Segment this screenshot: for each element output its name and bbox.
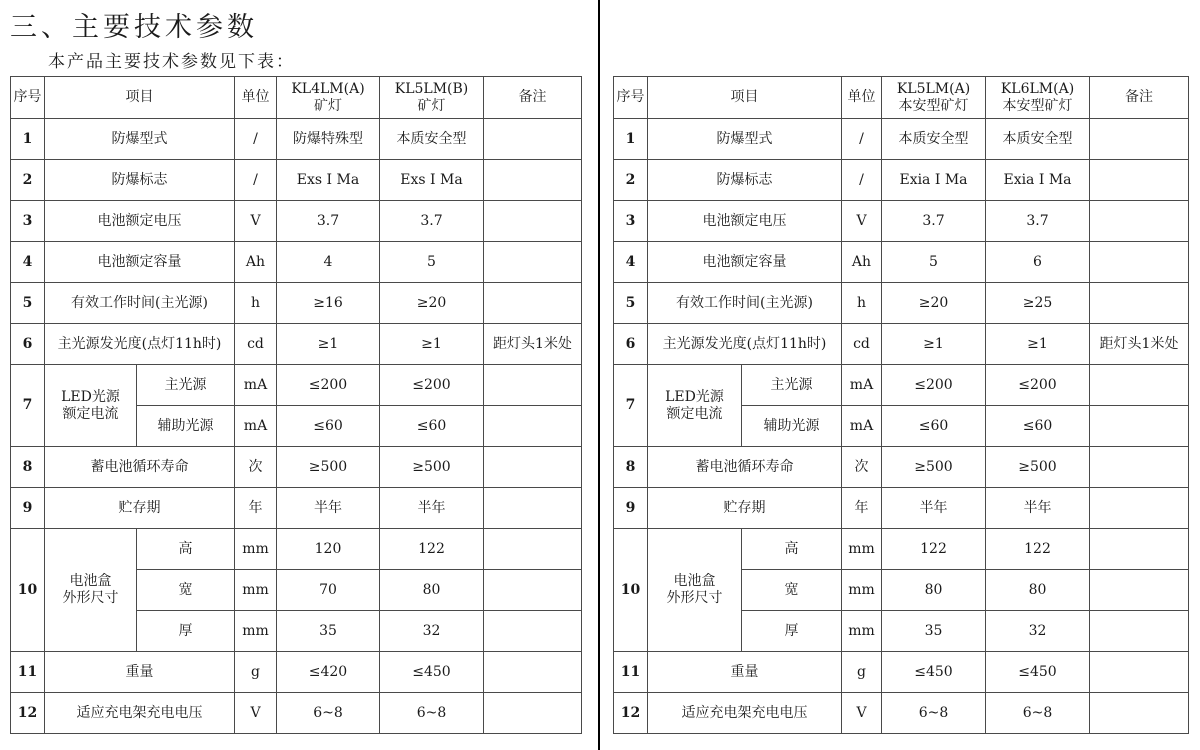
row-value-b: ≥500: [986, 447, 1090, 488]
row-item: 防爆标志: [648, 160, 842, 201]
row-value-a: ≤60: [882, 406, 986, 447]
row-unit: g: [842, 652, 882, 693]
row-value-a: 半年: [277, 488, 380, 529]
row-remark: [484, 611, 582, 652]
row-number: 6: [614, 324, 648, 365]
table-row: [614, 447, 1189, 488]
sub-item-label: 高: [137, 529, 235, 570]
row-remark: [1090, 488, 1189, 529]
row-value-b: ≥1: [380, 324, 484, 365]
row-value-b: 80: [380, 570, 484, 611]
row-remark: [484, 570, 582, 611]
row-value-b: 3.7: [986, 201, 1090, 242]
row-value-a: ≤420: [277, 652, 380, 693]
sub-item-label: 厚: [137, 611, 235, 652]
row-remark: [484, 529, 582, 570]
row-remark: [484, 693, 582, 734]
row-number: 3: [614, 201, 648, 242]
row-unit: V: [235, 201, 277, 242]
row-value-b: ≤200: [380, 365, 484, 406]
row-unit: V: [235, 693, 277, 734]
header-model-b: [380, 77, 484, 119]
row-value-a: 35: [882, 611, 986, 652]
row-remark: [1090, 365, 1189, 406]
row-number: 6: [11, 324, 45, 365]
table-row: [11, 201, 582, 242]
row-unit: mA: [842, 406, 882, 447]
row-item: 有效工作时间(主光源): [648, 283, 842, 324]
row-value-b: 32: [380, 611, 484, 652]
row-value-b: ≥500: [380, 447, 484, 488]
header-model-b-line2: 矿灯: [417, 97, 446, 114]
row-unit: g: [235, 652, 277, 693]
row-item: 电池额定容量: [648, 242, 842, 283]
row-item: 主光源发光度(点灯11h时): [648, 324, 842, 365]
row-remark: [1090, 160, 1189, 201]
row-value-a: 6~8: [277, 693, 380, 734]
row-item: 重量: [648, 652, 842, 693]
row-remark: [1090, 201, 1189, 242]
row-remark: [484, 242, 582, 283]
row-remark: [484, 488, 582, 529]
row-value-b: 半年: [380, 488, 484, 529]
row-remark: [1090, 242, 1189, 283]
row-item: 电池额定电压: [45, 201, 235, 242]
row-unit: cd: [235, 324, 277, 365]
row-value-b: ≥1: [986, 324, 1090, 365]
row-remark: [1090, 611, 1189, 652]
row-value-a: 70: [277, 570, 380, 611]
row-value-b: 6: [986, 242, 1090, 283]
row-value-a: 防爆特殊型: [277, 119, 380, 160]
row-number: 3: [11, 201, 45, 242]
row-value-b: 32: [986, 611, 1090, 652]
row-remark: [484, 283, 582, 324]
row-unit: 次: [842, 447, 882, 488]
header-model-b-line2: 本安型矿灯: [1002, 97, 1073, 114]
row-remark: [1090, 283, 1189, 324]
row-item: 适应充电架充电电压: [45, 693, 235, 734]
section-heading: 三、主要技术参数: [10, 12, 258, 43]
row-value-b: ≥20: [380, 283, 484, 324]
group-label-box: [648, 529, 742, 652]
row-number: 2: [614, 160, 648, 201]
row-unit: h: [842, 283, 882, 324]
row-unit: mm: [842, 570, 882, 611]
row-unit: 次: [235, 447, 277, 488]
row-remark: [1090, 570, 1189, 611]
spec-table-right: [613, 76, 1189, 734]
header-item: 项目: [45, 77, 235, 119]
row-number: 4: [614, 242, 648, 283]
row-unit: h: [235, 283, 277, 324]
row-unit: mm: [235, 570, 277, 611]
row-unit: 年: [842, 488, 882, 529]
table-row: [11, 283, 582, 324]
row-number: 8: [614, 447, 648, 488]
row-number: 7: [614, 365, 648, 447]
row-remark: [484, 365, 582, 406]
table-row: [11, 693, 582, 734]
row-value-a: ≤60: [277, 406, 380, 447]
row-value-a: ≥16: [277, 283, 380, 324]
row-value-a: ≥500: [277, 447, 380, 488]
row-value-a: ≤200: [277, 365, 380, 406]
header-model-a: [882, 77, 986, 119]
row-value-b: 122: [380, 529, 484, 570]
page-divider: [598, 0, 600, 750]
row-number: 5: [614, 283, 648, 324]
row-value-a: 5: [882, 242, 986, 283]
row-unit: /: [235, 119, 277, 160]
row-value-b: 6~8: [380, 693, 484, 734]
row-value-a: 本质安全型: [882, 119, 986, 160]
sub-item-label: 辅助光源: [742, 406, 842, 447]
table-row: [614, 365, 1189, 406]
header-model-b-line1: KL5LM(B): [394, 80, 469, 97]
row-number: 9: [614, 488, 648, 529]
row-value-a: 122: [882, 529, 986, 570]
table-row: [11, 324, 582, 365]
row-item: 防爆型式: [648, 119, 842, 160]
table-row: [11, 447, 582, 488]
sub-item-label: 宽: [137, 570, 235, 611]
row-number: 8: [11, 447, 45, 488]
table-row: [11, 529, 582, 570]
row-remark: [1090, 406, 1189, 447]
header-row: [614, 77, 1189, 119]
row-value-a: Exia I Ma: [882, 160, 986, 201]
sub-item-label: 高: [742, 529, 842, 570]
row-number: 4: [11, 242, 45, 283]
table-row: [614, 529, 1189, 570]
row-item: 有效工作时间(主光源): [45, 283, 235, 324]
sub-item-label: 宽: [742, 570, 842, 611]
row-remark: 距灯头1米处: [484, 324, 582, 365]
row-number: 10: [11, 529, 45, 652]
header-model-b-line1: KL6LM(A): [1000, 80, 1075, 97]
header-model-a-line1: KL4LM(A): [291, 80, 365, 97]
sub-item-label: 辅助光源: [137, 406, 235, 447]
row-number: 11: [11, 652, 45, 693]
row-value-a: ≤200: [882, 365, 986, 406]
row-value-b: 80: [986, 570, 1090, 611]
row-value-a: ≥1: [882, 324, 986, 365]
row-item: 蓄电池循环寿命: [648, 447, 842, 488]
row-value-b: 本质安全型: [380, 119, 484, 160]
row-value-a: 6~8: [882, 693, 986, 734]
group-label-line1: LED光源: [61, 388, 120, 405]
row-item: 主光源发光度(点灯11h时): [45, 324, 235, 365]
row-value-a: 半年: [882, 488, 986, 529]
row-remark: 距灯头1米处: [1090, 324, 1189, 365]
row-value-b: 本质安全型: [986, 119, 1090, 160]
table-row: [614, 160, 1189, 201]
row-number: 5: [11, 283, 45, 324]
row-value-a: ≥20: [882, 283, 986, 324]
row-number: 10: [614, 529, 648, 652]
row-item: 防爆标志: [45, 160, 235, 201]
group-label-line1: 电池盒: [69, 573, 112, 589]
row-value-b: ≤450: [986, 652, 1090, 693]
row-unit: 年: [235, 488, 277, 529]
row-value-b: ≥25: [986, 283, 1090, 324]
row-value-b: ≤60: [986, 406, 1090, 447]
header-unit: 单位: [842, 77, 882, 119]
header-index: 序号: [614, 77, 648, 119]
row-item: 适应充电架充电电压: [648, 693, 842, 734]
header-item: 项目: [648, 77, 842, 119]
row-value-b: 半年: [986, 488, 1090, 529]
row-unit: /: [842, 160, 882, 201]
row-remark: [1090, 693, 1189, 734]
row-remark: [484, 652, 582, 693]
row-item: 蓄电池循环寿命: [45, 447, 235, 488]
row-value-b: Exs I Ma: [380, 160, 484, 201]
group-label-line1: 电池盒: [673, 573, 716, 589]
row-remark: [1090, 652, 1189, 693]
row-item: 防爆型式: [45, 119, 235, 160]
row-value-a: Exs I Ma: [277, 160, 380, 201]
row-number: 11: [614, 652, 648, 693]
group-label-line1: LED光源: [665, 388, 724, 405]
header-unit: 单位: [235, 77, 277, 119]
row-unit: Ah: [235, 242, 277, 283]
row-unit: Ah: [842, 242, 882, 283]
table-row: [614, 283, 1189, 324]
header-remark: 备注: [484, 77, 582, 119]
group-label-line2: 额定电流: [666, 405, 723, 422]
spec-table-left: [10, 76, 582, 734]
header-index: 序号: [11, 77, 45, 119]
table-row: [614, 201, 1189, 242]
row-value-b: 6~8: [986, 693, 1090, 734]
row-unit: cd: [842, 324, 882, 365]
row-value-b: Exia I Ma: [986, 160, 1090, 201]
group-label-box: [45, 529, 137, 652]
row-item: 贮存期: [45, 488, 235, 529]
row-unit: mA: [842, 365, 882, 406]
table-row: [614, 693, 1189, 734]
table-row: [11, 242, 582, 283]
row-number: 9: [11, 488, 45, 529]
row-item: 电池额定电压: [648, 201, 842, 242]
group-label-led: [45, 365, 137, 447]
row-number: 7: [11, 365, 45, 447]
row-value-a: 35: [277, 611, 380, 652]
row-value-b: 122: [986, 529, 1090, 570]
row-remark: [1090, 447, 1189, 488]
intro-text: 本产品主要技术参数见下表：: [48, 52, 295, 72]
row-value-b: ≤60: [380, 406, 484, 447]
row-unit: mm: [235, 529, 277, 570]
row-remark: [484, 406, 582, 447]
header-model-a-line2: 矿灯: [314, 97, 342, 114]
group-label-line2: 额定电流: [62, 405, 119, 422]
header-model-a-line1: KL5LM(A): [896, 80, 971, 97]
header-model-b: [986, 77, 1090, 119]
row-value-b: 3.7: [380, 201, 484, 242]
table-row: [11, 652, 582, 693]
header-model-a-line2: 本安型矿灯: [898, 97, 969, 114]
header-row: [11, 77, 582, 119]
row-value-a: 4: [277, 242, 380, 283]
row-unit: mm: [235, 611, 277, 652]
sub-item-label: 主光源: [137, 365, 235, 406]
row-item: 贮存期: [648, 488, 842, 529]
row-value-a: 3.7: [277, 201, 380, 242]
group-label-led: [648, 365, 742, 447]
row-value-b: ≤200: [986, 365, 1090, 406]
row-number: 12: [614, 693, 648, 734]
row-value-b: ≤450: [380, 652, 484, 693]
header-remark: 备注: [1090, 77, 1189, 119]
row-remark: [484, 119, 582, 160]
row-value-a: ≤450: [882, 652, 986, 693]
table-row: [614, 119, 1189, 160]
row-value-a: 80: [882, 570, 986, 611]
row-unit: V: [842, 693, 882, 734]
row-unit: V: [842, 201, 882, 242]
row-value-b: 5: [380, 242, 484, 283]
row-remark: [484, 160, 582, 201]
row-value-a: 120: [277, 529, 380, 570]
table-row: [11, 488, 582, 529]
sub-item-label: 主光源: [742, 365, 842, 406]
row-number: 1: [614, 119, 648, 160]
table-row: [614, 324, 1189, 365]
group-label-line2: 外形尺寸: [666, 590, 723, 606]
row-unit: mm: [842, 529, 882, 570]
table-row: [614, 488, 1189, 529]
header-model-a: [277, 77, 380, 119]
row-unit: mm: [842, 611, 882, 652]
row-value-a: ≥1: [277, 324, 380, 365]
row-value-a: ≥500: [882, 447, 986, 488]
row-unit: /: [842, 119, 882, 160]
sub-item-label: 厚: [742, 611, 842, 652]
row-item: 电池额定容量: [45, 242, 235, 283]
row-remark: [1090, 529, 1189, 570]
table-row: [11, 160, 582, 201]
table-row: [614, 652, 1189, 693]
table-row: [614, 242, 1189, 283]
group-label-line2: 外形尺寸: [62, 590, 119, 606]
row-remark: [1090, 119, 1189, 160]
row-unit: mA: [235, 406, 277, 447]
row-remark: [484, 447, 582, 488]
row-number: 2: [11, 160, 45, 201]
row-value-a: 3.7: [882, 201, 986, 242]
table-row: [11, 365, 582, 406]
row-remark: [484, 201, 582, 242]
row-number: 1: [11, 119, 45, 160]
row-unit: /: [235, 160, 277, 201]
row-unit: mA: [235, 365, 277, 406]
row-item: 重量: [45, 652, 235, 693]
table-row: [11, 119, 582, 160]
row-number: 12: [11, 693, 45, 734]
